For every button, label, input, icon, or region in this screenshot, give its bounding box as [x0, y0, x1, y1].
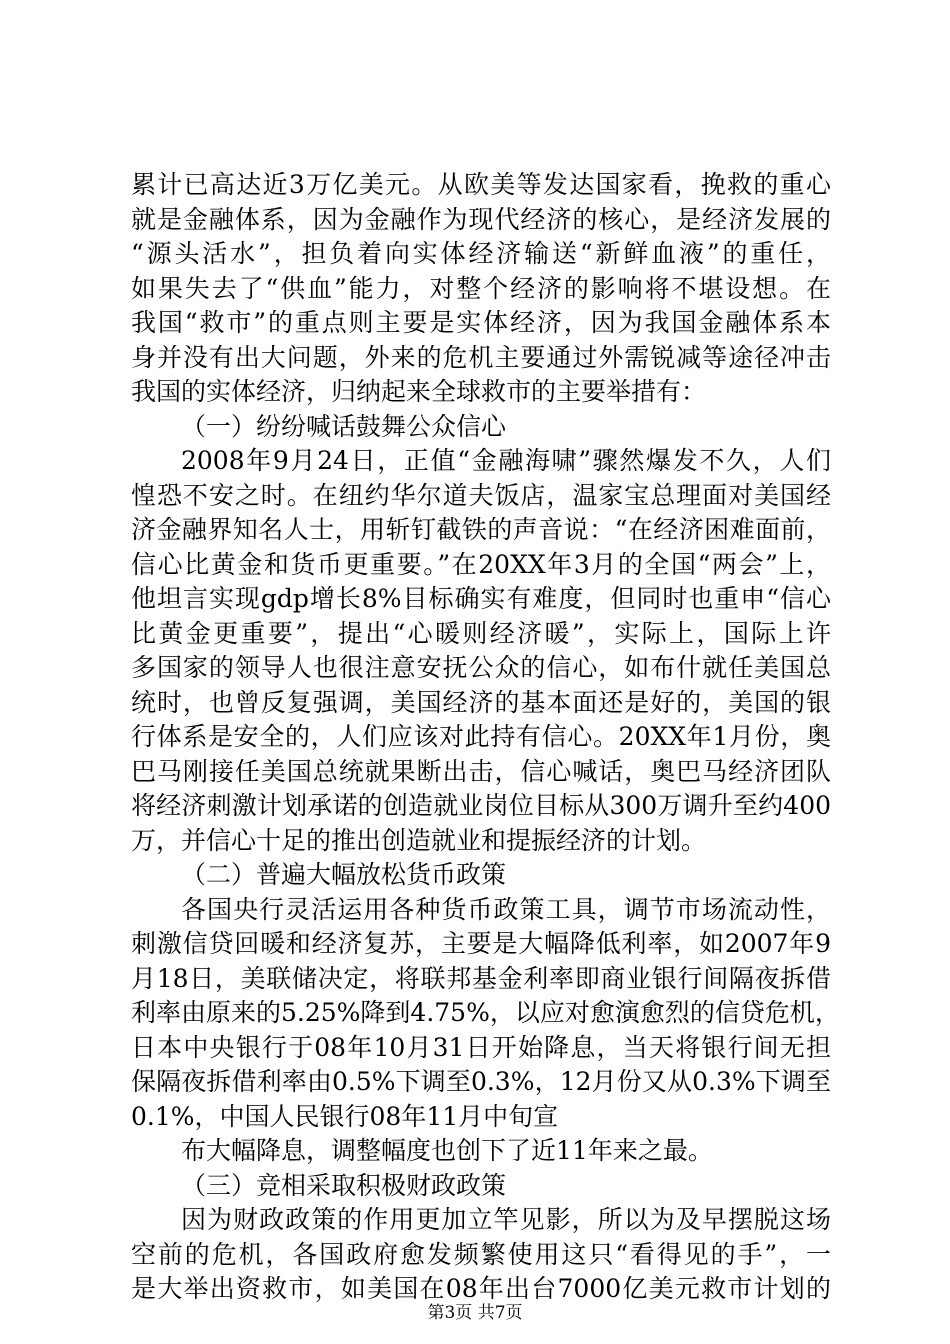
body-line: 日本中央银行于08年10月31日开始降息，当天将银行间无担: [131, 1033, 831, 1062]
body-line: 统时，也曾反复强调，美国经济的基本面还是好的，美国的银: [131, 688, 831, 717]
body-line: 比黄金更重要”，提出“心暖则经济暖”，实际上，国际上许: [131, 619, 831, 648]
body-line: 如果失去了“供血”能力，对整个经济的影响将不堪设想。在: [131, 274, 831, 303]
body-line: 是大举出资救市，如美国在08年出台7000亿美元救市计划的: [131, 1274, 831, 1303]
body-line: 利率由原来的5.25%降到4.75%，以应对愈演愈烈的信贷危机，: [131, 998, 840, 1027]
body-line: 巴马刚接任美国总统就果断出击，信心喊话，奥巴马经济团队: [131, 757, 831, 786]
body-line: 空前的危机，各国政府愈发频繁使用这只“看得见的手”，一: [131, 1240, 831, 1269]
body-line: 2008年9月24日，正值“金融海啸”骤然爆发不久，人们: [181, 446, 831, 475]
body-line: 因为财政政策的作用更加立竿见影，所以为及早摆脱这场: [181, 1205, 831, 1234]
body-line: 月18日，美联储决定，将联邦基金利率即商业银行间隔夜拆借: [131, 964, 831, 993]
body-line: 布大幅降息，调整幅度也创下了近11年来之最。: [181, 1136, 713, 1165]
body-line: 信心比黄金和货币更重要。”在20XX年3月的全国“两会”上，: [131, 550, 831, 579]
body-line: “源头活水”，担负着向实体经济输送“新鲜血液”的重任，: [131, 239, 831, 268]
body-line: 行体系是安全的，人们应该对此持有信心。20XX年1月份，奥: [131, 722, 831, 751]
body-line: 保隔夜拆借利率由0.5%下调至0.3%，12月份又从0.3%下调至: [131, 1067, 831, 1096]
body-line: 他坦言实现gdp增长8%目标确实有难度，但同时也重申“信心: [131, 584, 831, 613]
body-line: 将经济刺激计划承诺的创造就业岗位目标从300万调升至约400: [131, 791, 831, 820]
section-heading-1: （一）纷纷喊话鼓舞公众信心: [181, 412, 507, 441]
body-line: 我国的实体经济，归纳起来全球救市的主要举措有：: [131, 377, 707, 406]
body-line: 我国“救市”的重点则主要是实体经济，因为我国金融体系本: [131, 308, 831, 337]
body-line: 惶恐不安之时。在纽约华尔道夫饭店，温家宝总理面对美国经: [131, 481, 831, 510]
section-heading-3: （三）竞相采取积极财政政策: [181, 1171, 507, 1200]
body-line: 多国家的领导人也很注意安抚公众的信心，如布什就任美国总: [131, 653, 831, 682]
body-line: 刺激信贷回暖和经济复苏，主要是大幅降低利率，如2007年9: [131, 929, 831, 958]
body-line: 0.1%，中国人民银行08年11月中旬宣: [131, 1102, 559, 1131]
section-heading-2: （二）普遍大幅放松货币政策: [181, 860, 507, 889]
page-footer: 第3页 共7页: [427, 1303, 523, 1323]
body-line: 万，并信心十足的推出创造就业和提振经济的计划。: [131, 826, 707, 855]
body-line: 身并没有出大问题，外来的危机主要通过外需锐减等途径冲击: [131, 343, 831, 372]
body-line: 各国央行灵活运用各种货币政策工具，调节市场流动性，: [181, 895, 831, 924]
body-line: 济金融界知名人士，用斩钉截铁的声音说：“在经济困难面前，: [131, 515, 831, 544]
body-line: 累计已高达近3万亿美元。从欧美等发达国家看，挽救的重心: [131, 170, 831, 199]
body-line: 就是金融体系，因为金融作为现代经济的核心，是经济发展的: [131, 205, 831, 234]
